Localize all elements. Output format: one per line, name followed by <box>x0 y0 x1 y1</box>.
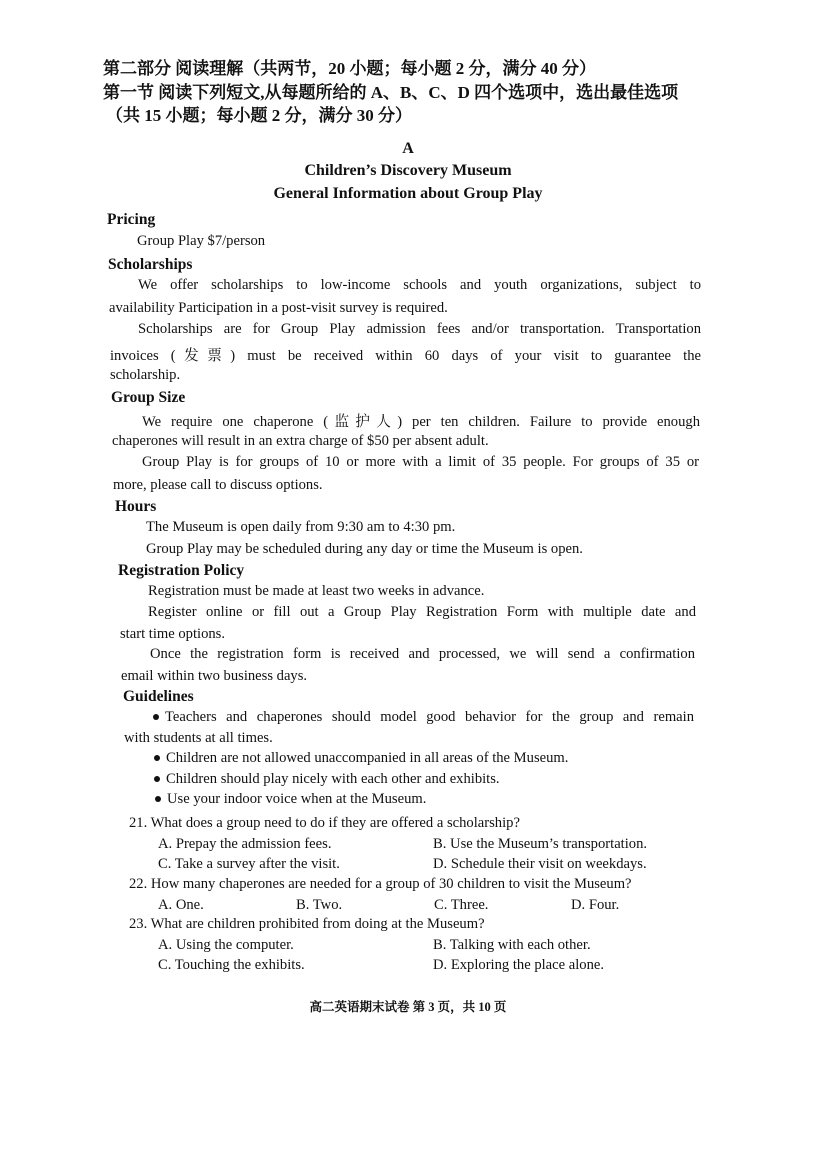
question-23-option-a: A. Using the computer. <box>158 937 294 953</box>
section-instruction-line2: （共 15 小题；每小题 2 分，满分 30 分） <box>106 106 412 125</box>
bullet-icon <box>153 714 159 720</box>
registration-p3-line1: Once the registration form is received and processed, we will send a confirmation <box>150 646 695 662</box>
section-instruction-line1: 第一节 阅读下列短文,从每题所给的 A、B、C、D 四个选项中，选出最佳选项 <box>103 83 679 102</box>
part-title: 第二部分 阅读理解（共两节，20 小题；每小题 2 分，满分 40 分） <box>103 59 596 78</box>
passage-letter: A <box>402 140 414 157</box>
guideline-bullet-1 <box>153 709 694 726</box>
scholarships-p2-line2: invoices (发票) must be received within 60 days of your visit to guarantee the <box>110 348 701 364</box>
question-23-option-c: C. Touching the exhibits. <box>158 957 305 973</box>
pricing-text: Group Play $7/person <box>137 233 266 249</box>
guideline-1-line1: Teachers and chaperones should model good behavior for the group and remain <box>165 709 694 725</box>
question-21-option-b: B. Use the Museum’s transportation. <box>433 836 648 852</box>
question-22-option-d: D. Four. <box>571 897 620 913</box>
question-21-option-a: A. Prepay the admission fees. <box>158 836 332 852</box>
scholarships-p2-line3: scholarship. <box>110 367 181 383</box>
registration-heading: Registration Policy <box>118 562 245 579</box>
group-size-p1-line1: We require one chaperone (监护人) per ten children. Failure to provide enough <box>142 414 700 430</box>
guideline-4-text: Use your indoor voice when at the Museum. <box>167 791 427 807</box>
question-23-option-b: B. Talking with each other. <box>433 937 591 953</box>
registration-p2-line1: Register online or fill out a Group Play Registration Form with multiple date and <box>148 604 696 620</box>
pricing-heading: Pricing <box>107 211 156 228</box>
passage-title: Children’s Discovery Museum <box>304 162 512 179</box>
guideline-bullet-4 <box>155 791 426 808</box>
page-footer: 高二英语期末试卷 第 3 页，共 10 页 <box>309 1000 507 1014</box>
guideline-2-text: Children are not allowed unaccompanied in all areas of the Museum. <box>166 750 569 766</box>
question-23-stem: 23. What are children prohibited from doing at the Museum? <box>129 916 485 932</box>
bullet-icon <box>154 776 160 782</box>
scholarships-heading: Scholarships <box>108 256 193 273</box>
scholarships-p1-line2: availability Participation in a post-visit survey is required. <box>109 300 448 316</box>
hours-p2: Group Play may be scheduled during any day or time the Museum is open. <box>146 541 583 557</box>
bullet-icon <box>154 755 160 761</box>
question-22-option-a: A. One. <box>158 897 204 913</box>
hours-p1: The Museum is open daily from 9:30 am to 4:30 pm. <box>146 519 456 535</box>
guideline-1-line2: with students at all times. <box>124 730 273 746</box>
hours-heading: Hours <box>115 498 157 515</box>
registration-p3-line2: email within two business days. <box>121 668 308 684</box>
question-21-option-d: D. Schedule their visit on weekdays. <box>433 856 647 872</box>
group-size-p2-line2: more, please call to discuss options. <box>113 477 323 493</box>
passage-subtitle: General Information about Group Play <box>273 185 543 202</box>
question-23-option-d: D. Exploring the place alone. <box>433 957 605 973</box>
guidelines-heading: Guidelines <box>123 688 194 705</box>
question-21-stem: 21. What does a group need to do if they are offered a scholarship? <box>129 815 520 831</box>
guideline-bullet-3 <box>154 771 500 788</box>
scholarships-p2-line1: Scholarships are for Group Play admission fees and/or transportation. Transportation <box>138 321 701 337</box>
question-21-option-c: C. Take a survey after the visit. <box>158 856 340 872</box>
question-22-option-c: C. Three. <box>434 897 489 913</box>
bullet-icon <box>155 796 161 802</box>
registration-p1: Registration must be made at least two weeks in advance. <box>148 583 485 599</box>
group-size-p2-line1: Group Play is for groups of 10 or more with a limit of 35 people. For groups of 35 or <box>142 454 699 470</box>
scholarships-p1-line1: We offer scholarships to low-income schools and youth organizations, subject to <box>138 277 701 293</box>
group-size-heading: Group Size <box>111 389 186 406</box>
guideline-3-text: Children should play nicely with each other and exhibits. <box>166 771 500 787</box>
registration-p2-line2: start time options. <box>120 626 225 642</box>
question-22-stem: 22. How many chaperones are needed for a group of 30 children to visit the Museum? <box>129 876 632 892</box>
question-22-option-b: B. Two. <box>296 897 343 913</box>
group-size-p1-line2: chaperones will result in an extra charge of $50 per absent adult. <box>112 433 489 449</box>
guideline-bullet-2 <box>154 750 568 767</box>
